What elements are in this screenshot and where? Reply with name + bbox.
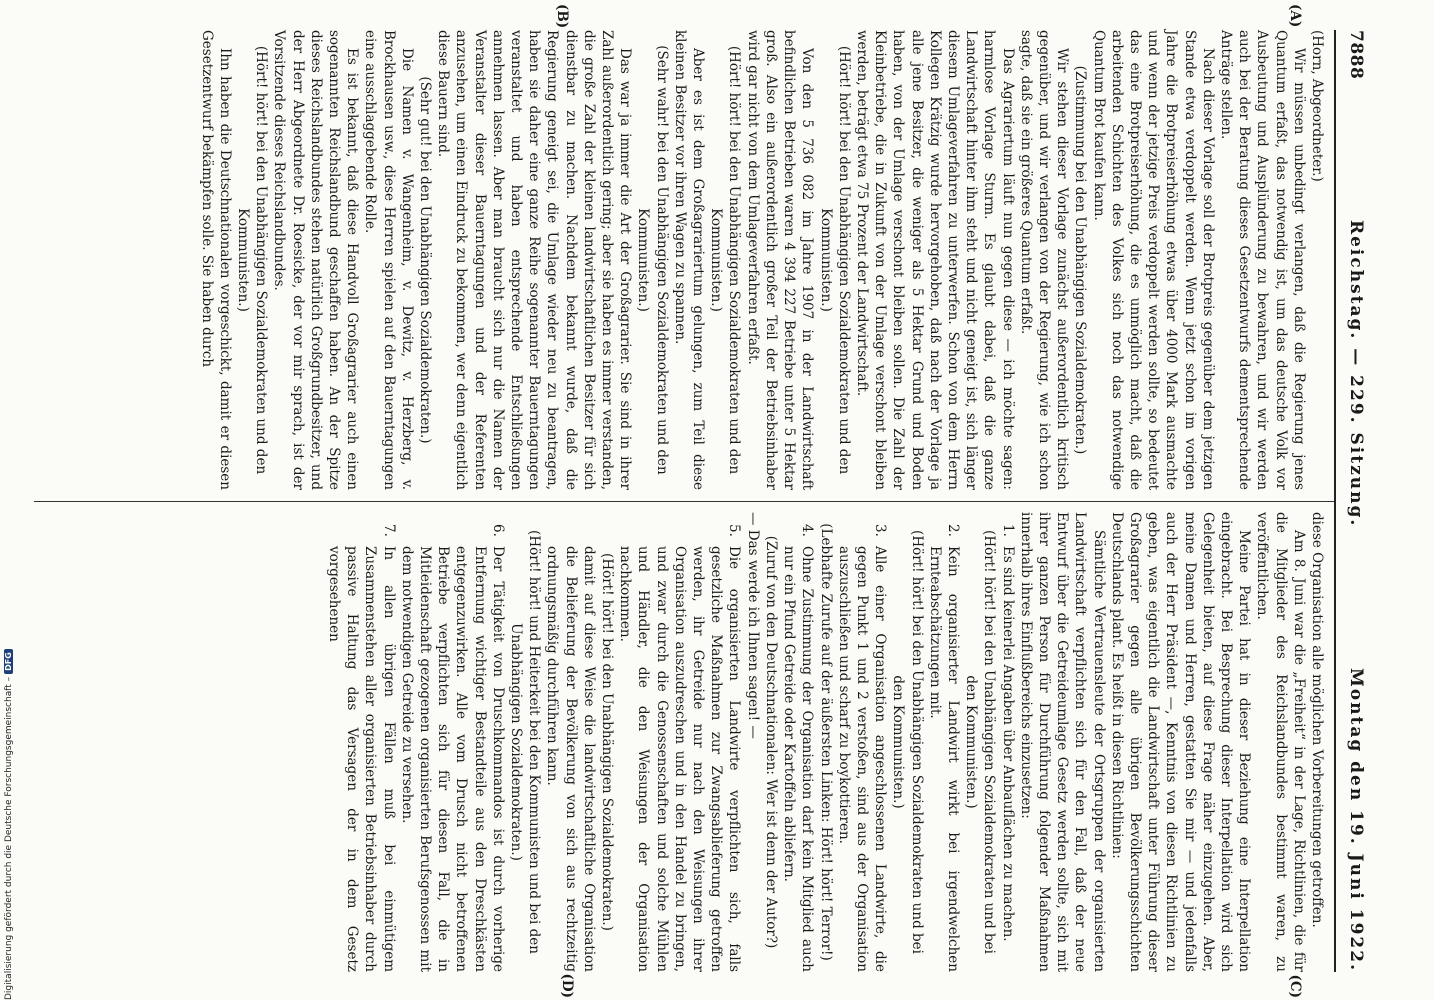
- list-item-text: In allen übrigen Fällen muß bei einmütigem Zusammenstehen aller organisierten Betriebsinhaber durch passive Haltung das Versagen der in dem Gesetz vorgesehenen: [326, 546, 397, 972]
- session-date: Montag den 19. Juni 1922.: [1346, 667, 1366, 972]
- paragraph: Die Namen v. Wangenheim, v. Dewitz, v. Herzberg, v. Brockhausen usw., diese Herren spielen auf den Bauerntagungen eine ausschlaggebende Rolle.: [362, 30, 415, 490]
- page-title: Reichstag. — 229. Sitzung.: [1346, 219, 1366, 528]
- margin-marker-a: (A): [1287, 4, 1303, 28]
- interjection: (Sehr gut! bei den Unabhängigen Sozialdemokraten.): [417, 76, 434, 444]
- paragraph: Am 8. Juni war die „Freiheit“ in der Lage, Richtlinien, die für die Mitglieder des Reichslandbundes bestimmt waren, zu veröffentlichen.: [1254, 512, 1307, 972]
- list-item: 6. Der Tätigkeit von Druschkommandos ist durch vorherige Entfernung wichtiger Bestandteile aus den Dreschkästen entgegenzuwirken. Alle vom Drusch nicht betroffenen Betriebe verpflichten sich für diesen Fall, die in Mitleidenschaft gezogenen organisierten Berufsgenossen mit dem notwendigen Getreide zu versehen.: [398, 524, 506, 972]
- paragraph: Nach dieser Vorlage soll der Brotpreis gegenüber dem jetzigen Stande etwa verdoppelt werden. Wenn jetzt schon im vorigen Jahre die Brotpreiserhöhung etwas über 4000 Mark ausmachte und wenn der jetzige Preis verdoppelt werden sollte, so bedeutet das eine Brotpreiserhöhung, die es unmöglich macht, daß die arbeitenden Schichten des Volkes sich noch das notwendige Quantum Brot kaufen kann.: [1090, 30, 1216, 490]
- paragraph: Meine Partei hat in dieser Beziehung eine Interpellation eingebracht. Bei Besprechung dieser Interpellation wird sich Gelegenheit bieten, auf diese Frage näher einzugehen. Aber, meine Damen und Herren, gestatten Sie mir — und jedenfalls auch der Herr Präsident —, Kenntnis von diesen Richtlinien zu geben, was eigentlich die Landwirtschaft unter Führung dieser Großagrarier gegen alle übrigen Bevölkerungsschichten Deutschlands plant. Es heißt in diesen Richtlinien:: [1108, 512, 1253, 972]
- paragraph: Das Agrariertum läuft nun gegen diese — ich möchte sagen: harmlose Vorlage Sturm. Es glaubt dabei, daß die ganze Landwirtschaft hinter ihm steht und nicht geneigt ist, sich länger diesem Umlageverfahren zu unterwerfen. Schon von dem Herrn Kollegen Krätzig wurde hervorgehoben, daß nach der Vorlage ja alle jene Besitzer, die weniger als 5 Hektar Grund und Boden haben, von der Umlage verschont bleiben sollen. Die Zahl der Kleinbetriebe, die in Zukunft von der Umlage verschont bleiben werden, beträgt etwa 75 Prozent der Landwirtschaft.: [853, 30, 1016, 490]
- list-item-text: Kein organisierter Landwirt wirkt bei irgendwelchen Ernteabschätzungen mit.: [926, 546, 961, 972]
- list-item: 5. Die organisierten Landwirte verpflichten sich, falls gesetzliche Maßnahmen zur Zwangsablieferung getroffen werden, ihr Getreide nur nach den Weisungen ihrer Organisation auszudreschen und in den Handel zu bringen, und zwar durch die Genossenschaften und solche Mühlen und Händler, die den Weisungen der Organisation nachkommen.: [617, 524, 743, 972]
- column-divider: [34, 501, 1334, 502]
- margin-marker-b: (B): [554, 4, 570, 29]
- list-item-continuation: damit auf diese Weise die landwirtschaftliche Organisation die Belieferung der Bevölkerung von sich aus rechtzeitig ordnungsmäßig durchführen kann.: [544, 546, 597, 972]
- list-item-text: Die organisierten Landwirte verpflichten sich, falls gesetzliche Maßnahmen zur Zwangsablieferung getroffen werden, ihr Getreide nur nach den Weisungen ihrer Organisation auszudreschen und in den Handel zu bringen, und zwar durch die Genossenschaften und solche Mühlen und Händler, die den Weisungen der Organisation nachkommen.: [617, 546, 743, 972]
- paragraph: — Das werde ich Ihnen sagen! —: [744, 512, 761, 739]
- dfg-logo: DFG: [4, 649, 13, 674]
- paragraph: Wir müssen unbedingt verlangen, daß die Regierung jenes Quantum erfaßt, das notwendig ist, um das deutsche Volk vor Ausbeutung und Ausplünderung zu bewahren, und wir werden auch bei der Beratung dieses Gesetzentwurfs dementsprechende Anträge stellen.: [1217, 30, 1307, 490]
- paragraph: Ihn haben die Deutschnationalen vorgeschickt, damit er diesen Gesetzentwurf bekämpfen solle. Sie haben durch: [198, 30, 233, 490]
- margin-marker-d: (D): [559, 973, 575, 998]
- interjection: (Hört! hört! bei den Unabhängigen Sozialdemokraten.): [599, 553, 616, 931]
- list-item: 4. Ohne Zustimmung der Organisation darf kein Mitglied auch nur ein Pfund Getreide oder Kartoffeln abliefern.: [781, 524, 816, 972]
- interjection: (Hört! hört! bei den Unabhängigen Sozialdemokraten und bei den Kommunisten.): [963, 530, 998, 954]
- credit-text: Digitalisierung gefördert durch die Deutsche Forschungsgemeinschaft –: [4, 676, 14, 1000]
- interjection: (Hört! hört! bei den Unabhängigen Sozialdemokraten und den Kommunisten.): [817, 45, 852, 475]
- list-item: 2. Kein organisierter Landwirt wirkt bei irgendwelchen Ernteabschätzungen mit.: [926, 524, 961, 972]
- interjection: (Hört! hört! bei den Unabhängigen Sozialdemokraten und den Kommunisten.): [235, 45, 270, 475]
- paragraph: diese Organisation alle möglichen Vorbereitungen getroffen.: [1309, 512, 1325, 928]
- paragraph: Von den 5 736 082 im Jahre 1907 in der Landwirtschaft befindlichen Betrieben waren 4 394 227 Betriebe unter 5 Hektar groß. Also ein außerordentlich großer Teil der Betriebsinhaber wird gar nicht von dem Umlageverfahren erfaßt.: [744, 30, 816, 490]
- list-item-text: Der Tätigkeit von Druschkommandos ist durch vorherige Entfernung wichtiger Bestandteile aus den Dreschkästen entgegenzuwirken. Alle vom Drusch nicht betroffenen Betriebe verpflichten sich für diesen Fall, die in Mitleidenschaft gezogenen organisierten Berufsgenossen mit dem notwendigen Getreide zu versehen.: [398, 546, 506, 972]
- list-item-text: Es sind keinerlei Angaben über Anbauflächen zu machen.: [999, 546, 1016, 942]
- interjection: (Hört! hört! bei den Unabhängigen Sozialdemokraten und den Kommunisten.): [708, 45, 743, 475]
- paragraph: Aber es ist dem Großagrariertum gelungen, zum Teil diese kleinen Besitzer vor ihren Wagen zu spannen.: [671, 30, 707, 490]
- interjection: (Zuruf von den Deutschnationalen: Wer ist denn der Autor?): [762, 535, 779, 949]
- text-columns: [36, 4, 1326, 998]
- interjection: (Lebhafte Zurufe auf der äußersten Linken: Hört! hört! Terror!): [817, 523, 834, 961]
- paragraph: Sämtliche Vertrauensleute der Ortsgruppen der organisierten Landwirtschaft verpflichten sich für den Fall, daß der neue Entwurf über die Getreideumlage Gesetz werden sollte, sich mit ihrer ganzen Person für Durchführung folgender Maßnahmen innerhalb ihres Einflußbereichs einzusetzen:: [1017, 512, 1107, 972]
- interjection: (Sehr wahr! bei den Unabhängigen Sozialdemokraten und den Kommunisten.): [635, 45, 670, 475]
- speaker-line: (Horn, Abgeordneter.): [1309, 30, 1325, 182]
- interjection: (Hört! hört! und Heiterkeit bei den Kommunisten und bei den Unabhängigen Sozialdemokraten.): [508, 530, 543, 954]
- list-item-text: Alle einer Organisation angeschlossenen Landwirte, die gegen Punkt 1 und 2 verstoßen, sind aus der Organisation auszuschließen und scharf zu boykottieren.: [835, 546, 889, 972]
- digitization-credit: [4, 0, 14, 1000]
- interjection: (Hört! hört! bei den Unabhängigen Sozialdemokraten und bei den Kommunisten.): [890, 530, 925, 954]
- paragraph: Wir stehen dieser Vorlage zunächst außerordentlich kritisch gegenüber, und wir verlangen von der Regierung, wie ich schon sagte, daß sie ein größeres Quantum erfaßt.: [1017, 30, 1071, 490]
- page-number: 7888: [1346, 30, 1366, 80]
- page-header: [1334, 30, 1366, 972]
- margin-marker-c: (C): [1287, 974, 1303, 998]
- list-item: 1. Es sind keinerlei Angaben über Anbauflächen zu machen.: [999, 524, 1016, 942]
- list-item-text: Ohne Zustimmung der Organisation darf kein Mitglied auch nur ein Pfund Getreide oder Kartoffeln abliefern.: [781, 546, 816, 972]
- interjection: (Zustimmung bei den Unabhängigen Sozialdemokraten.): [1072, 65, 1089, 455]
- list-item: 7. In allen übrigen Fällen muß bei einmütigem Zusammenstehen aller organisierten Betriebsinhaber durch passive Haltung das Versagen der in dem Gesetz vorgesehenen: [326, 524, 397, 972]
- paragraph: Es ist bekannt, daß diese Handvoll Großagrarier auch einen sogenannten Reichslandbund geschaffen haben. An der Spitze dieses Reichslandbundes stehen natürlich Großgrundbesitzer, und der Herr Abgeordnete Dr. Roesicke, der vor mir sprach, ist der Vorsitzende dieses Reichslandbundes.: [271, 30, 361, 490]
- left-column: [36, 4, 1326, 490]
- list-item: 3. Alle einer Organisation angeschlossenen Landwirte, die gegen Punkt 1 und 2 verstoßen, sind aus der Organisation auszuschließen und scharf zu boykottieren.: [835, 524, 889, 972]
- paragraph: Das war ja immer die Art der Großagrarier. Sie sind in ihrer Zahl außerordentlich gering; aber sie haben es immer verstanden, die große Zahl der kleinen landwirtschaftlichen Besitzer für sich dienstbar zu machen. Nachdem bekannt wurde, daß die Regierung geneigt sei, die Umlage wieder neu zu beantragen, haben sie daher eine ganze Reihe sogenannter Bauerntagungen veranstaltet und haben entsprechende Entschließungen annehmen lassen. Aber man braucht sich nur die Namen der Veranstalter dieser Bauerntagungen und der Referenten anzusehen, um einen Eindruck zu bekommen, wer denn eigentlich diese Bauern sind.: [435, 30, 634, 490]
- right-column: [36, 512, 1326, 998]
